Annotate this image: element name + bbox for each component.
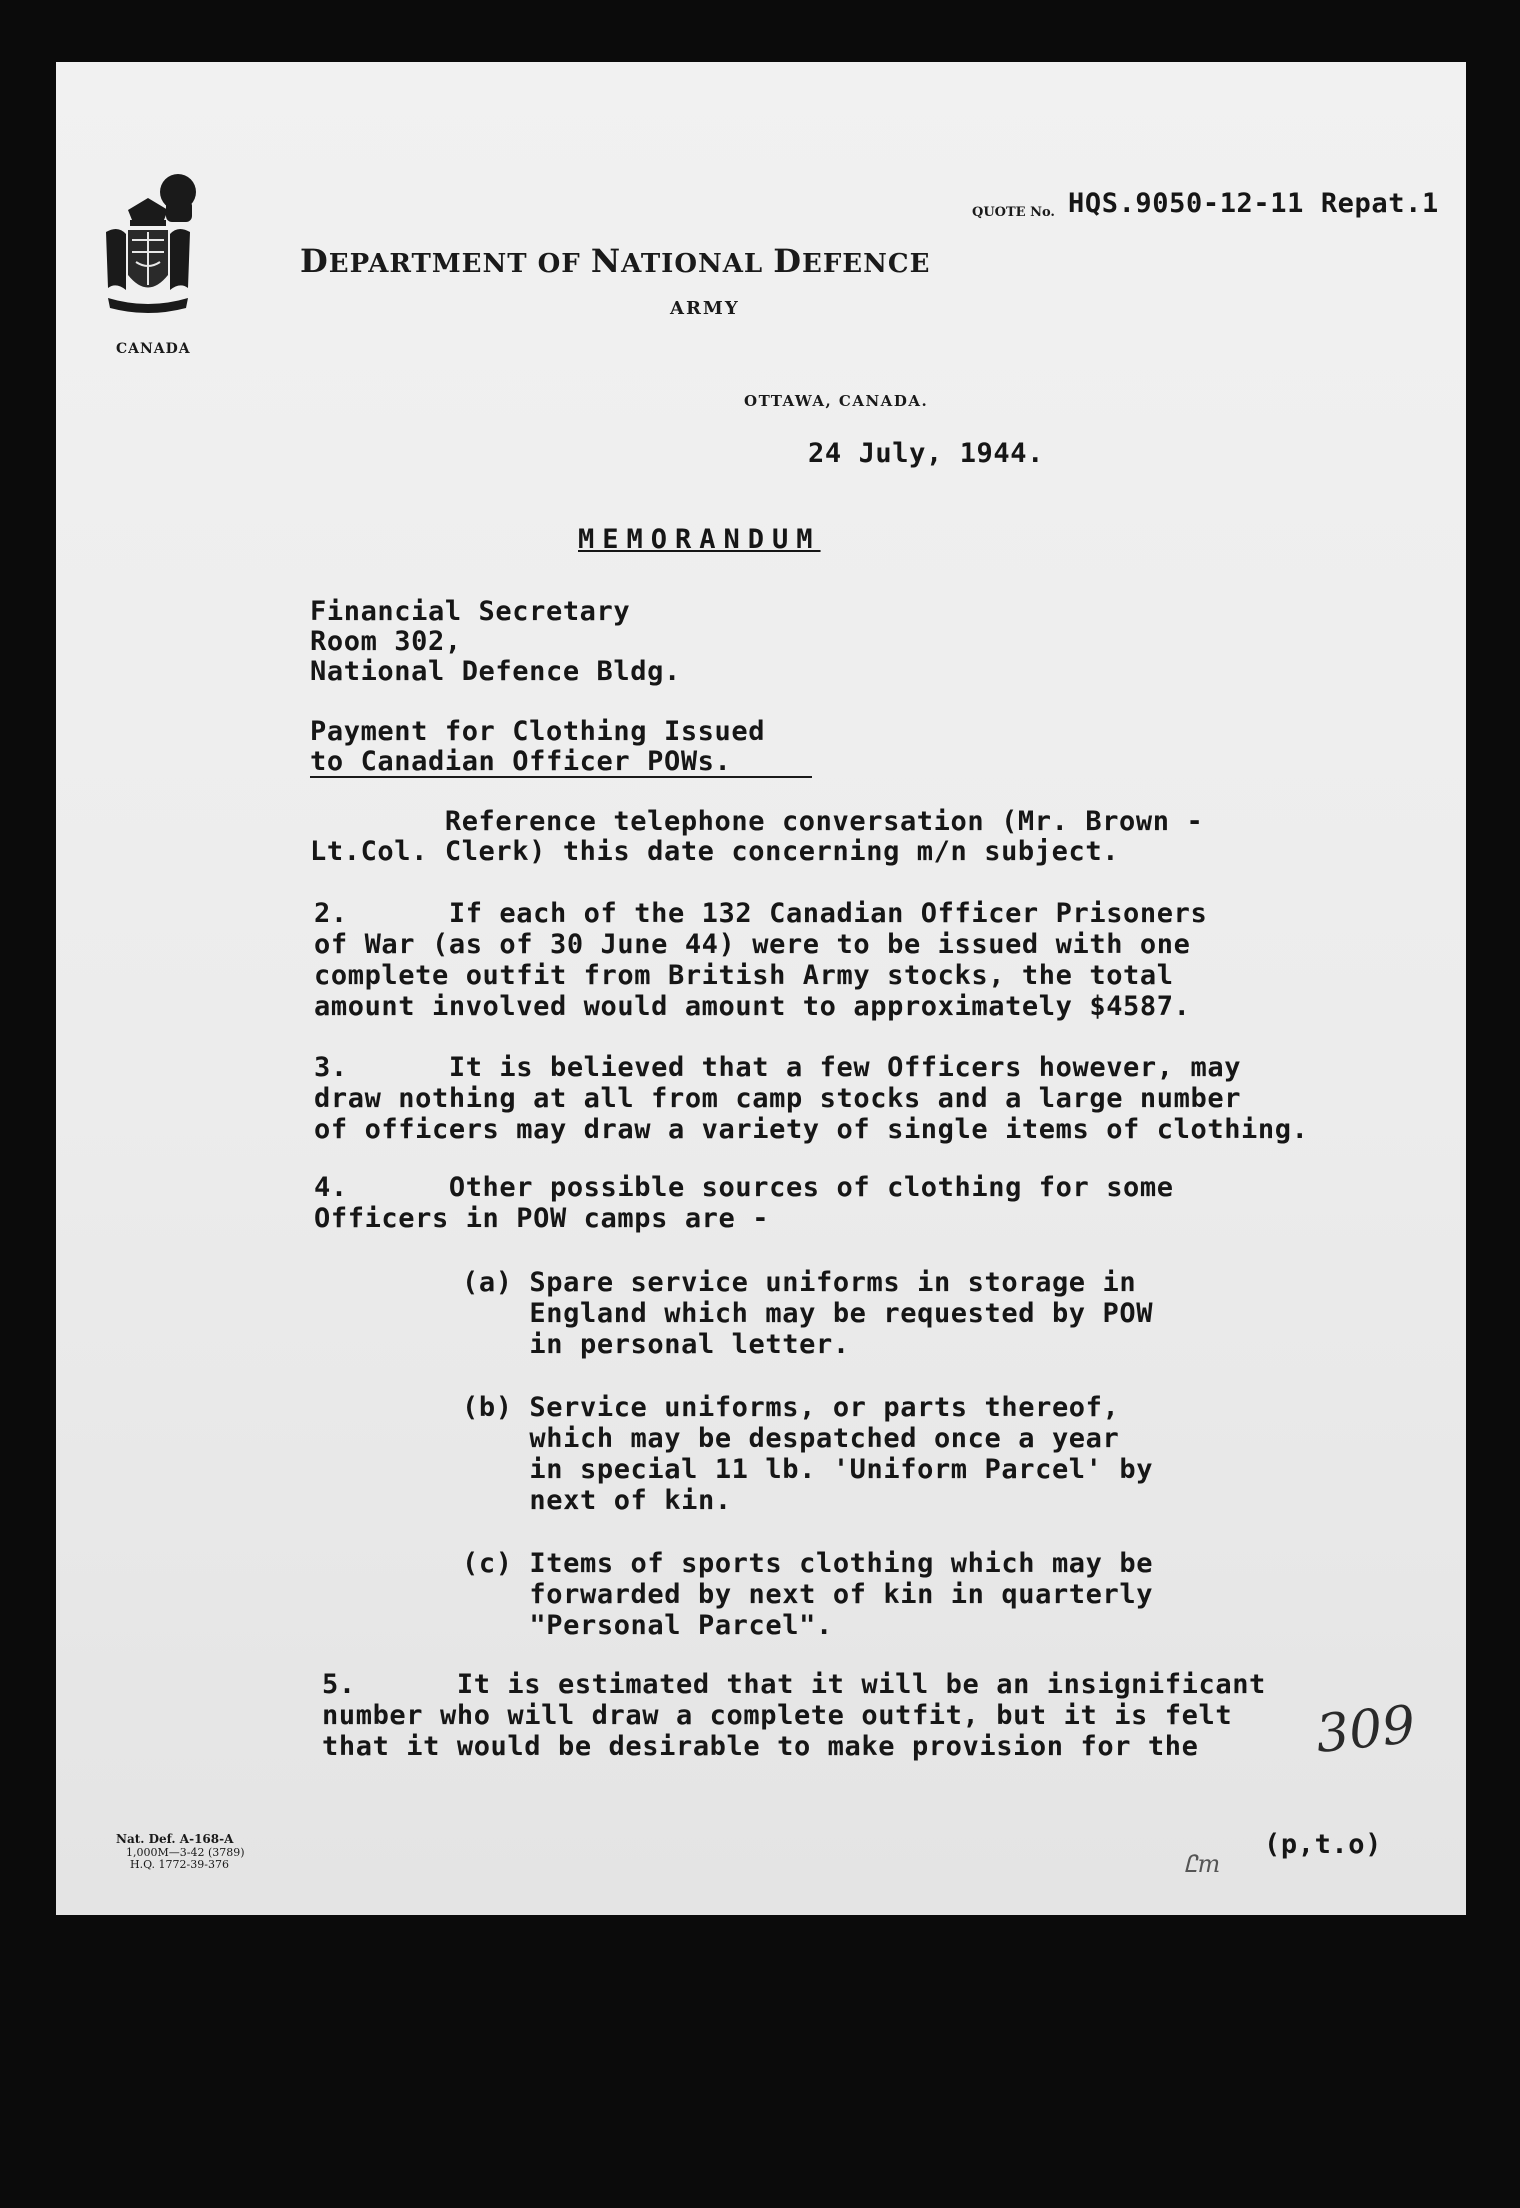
list-item-c: (c) Items of sports clothing which may be <box>462 1548 1154 1579</box>
please-turn-over: (p,t.o) <box>1264 1829 1382 1860</box>
body-line: that it would be desirable to make provision for the <box>322 1731 1199 1762</box>
addressee-line: National Defence Bldg. <box>310 656 681 687</box>
list-item-a: in personal letter. <box>462 1329 850 1360</box>
body-line: 3. It is believed that a few Officers however, may <box>314 1052 1242 1083</box>
quote-number-label: QUOTE No. <box>972 205 1055 220</box>
file-reference: HQS.9050-12-11 Repat.1 <box>1068 188 1439 219</box>
memorandum-heading: MEMORANDUM <box>578 524 821 555</box>
addressee-line: Financial Secretary <box>310 596 631 627</box>
department-heading <box>300 242 930 280</box>
subject-line: Payment for Clothing Issued <box>310 716 766 747</box>
form-number-line: Nat. Def. A-168-A <box>116 1832 234 1846</box>
body-line: Lt.Col. Clerk) this date concerning m/n subject. <box>310 836 1120 867</box>
body-line: 4. Other possible sources of clothing for some <box>314 1172 1174 1203</box>
list-item-a: England which may be requested by POW <box>462 1298 1154 1329</box>
list-item-b: (b) Service uniforms, or parts thereof, <box>462 1392 1120 1423</box>
subject-line: to Canadian Officer POWs. <box>310 746 732 777</box>
department-heading-part: ATIONAL <box>621 249 774 279</box>
department-heading-part: D <box>773 242 803 280</box>
canada-coat-of-arms-icon <box>98 170 198 320</box>
handwritten-page-number: 309 <box>1313 1694 1419 1766</box>
department-heading-part: N <box>590 242 622 280</box>
list-item-b: in special 11 lb. 'Uniform Parcel' by <box>462 1454 1154 1485</box>
list-item-b: next of kin. <box>462 1485 732 1516</box>
list-item-a: (a) Spare service uniforms in storage in <box>462 1267 1137 1298</box>
body-line: complete outfit from British Army stocks, the total <box>314 960 1174 991</box>
department-heading-part: EFENCE <box>802 249 931 279</box>
form-number-line: 1,000M—3-42 (3789) <box>126 1846 245 1859</box>
list-item-b: which may be despatched once a year <box>462 1423 1120 1454</box>
department-heading-part: D <box>300 242 329 280</box>
place-line: OTTAWA, CANADA. <box>744 392 929 410</box>
body-line: Officers in POW camps are - <box>314 1203 770 1234</box>
service-branch: ARMY <box>670 298 740 319</box>
body-line: 5. It is estimated that it will be an insignificant <box>322 1669 1266 1700</box>
body-line: amount involved would amount to approximately $4587. <box>314 991 1191 1022</box>
memo-date: 24 July, 1944. <box>808 438 1044 469</box>
list-item-c: forwarded by next of kin in quarterly <box>462 1579 1154 1610</box>
subject-underline <box>310 776 812 778</box>
handwritten-initial: Ꮭm <box>1184 1850 1221 1878</box>
list-item-c: "Personal Parcel". <box>462 1610 833 1641</box>
body-line: of War (as of 30 June 44) were to be issued with one <box>314 929 1191 960</box>
body-line: 2. If each of the 132 Canadian Officer Prisoners <box>314 898 1208 929</box>
body-line: number who will draw a complete outfit, but it is felt <box>322 1700 1233 1731</box>
form-number-line: H.Q. 1772-39-376 <box>130 1858 229 1871</box>
body-line: of officers may draw a variety of single items of clothing. <box>314 1114 1309 1145</box>
department-heading-part: EPARTMENT OF <box>328 249 591 279</box>
body-line: draw nothing at all from camp stocks and a large number <box>314 1083 1242 1114</box>
document-page <box>56 62 1466 1915</box>
crest-caption: CANADA <box>116 341 191 357</box>
body-line: Reference telephone conversation (Mr. Brown - <box>310 806 1204 837</box>
addressee-line: Room 302, <box>310 626 462 657</box>
